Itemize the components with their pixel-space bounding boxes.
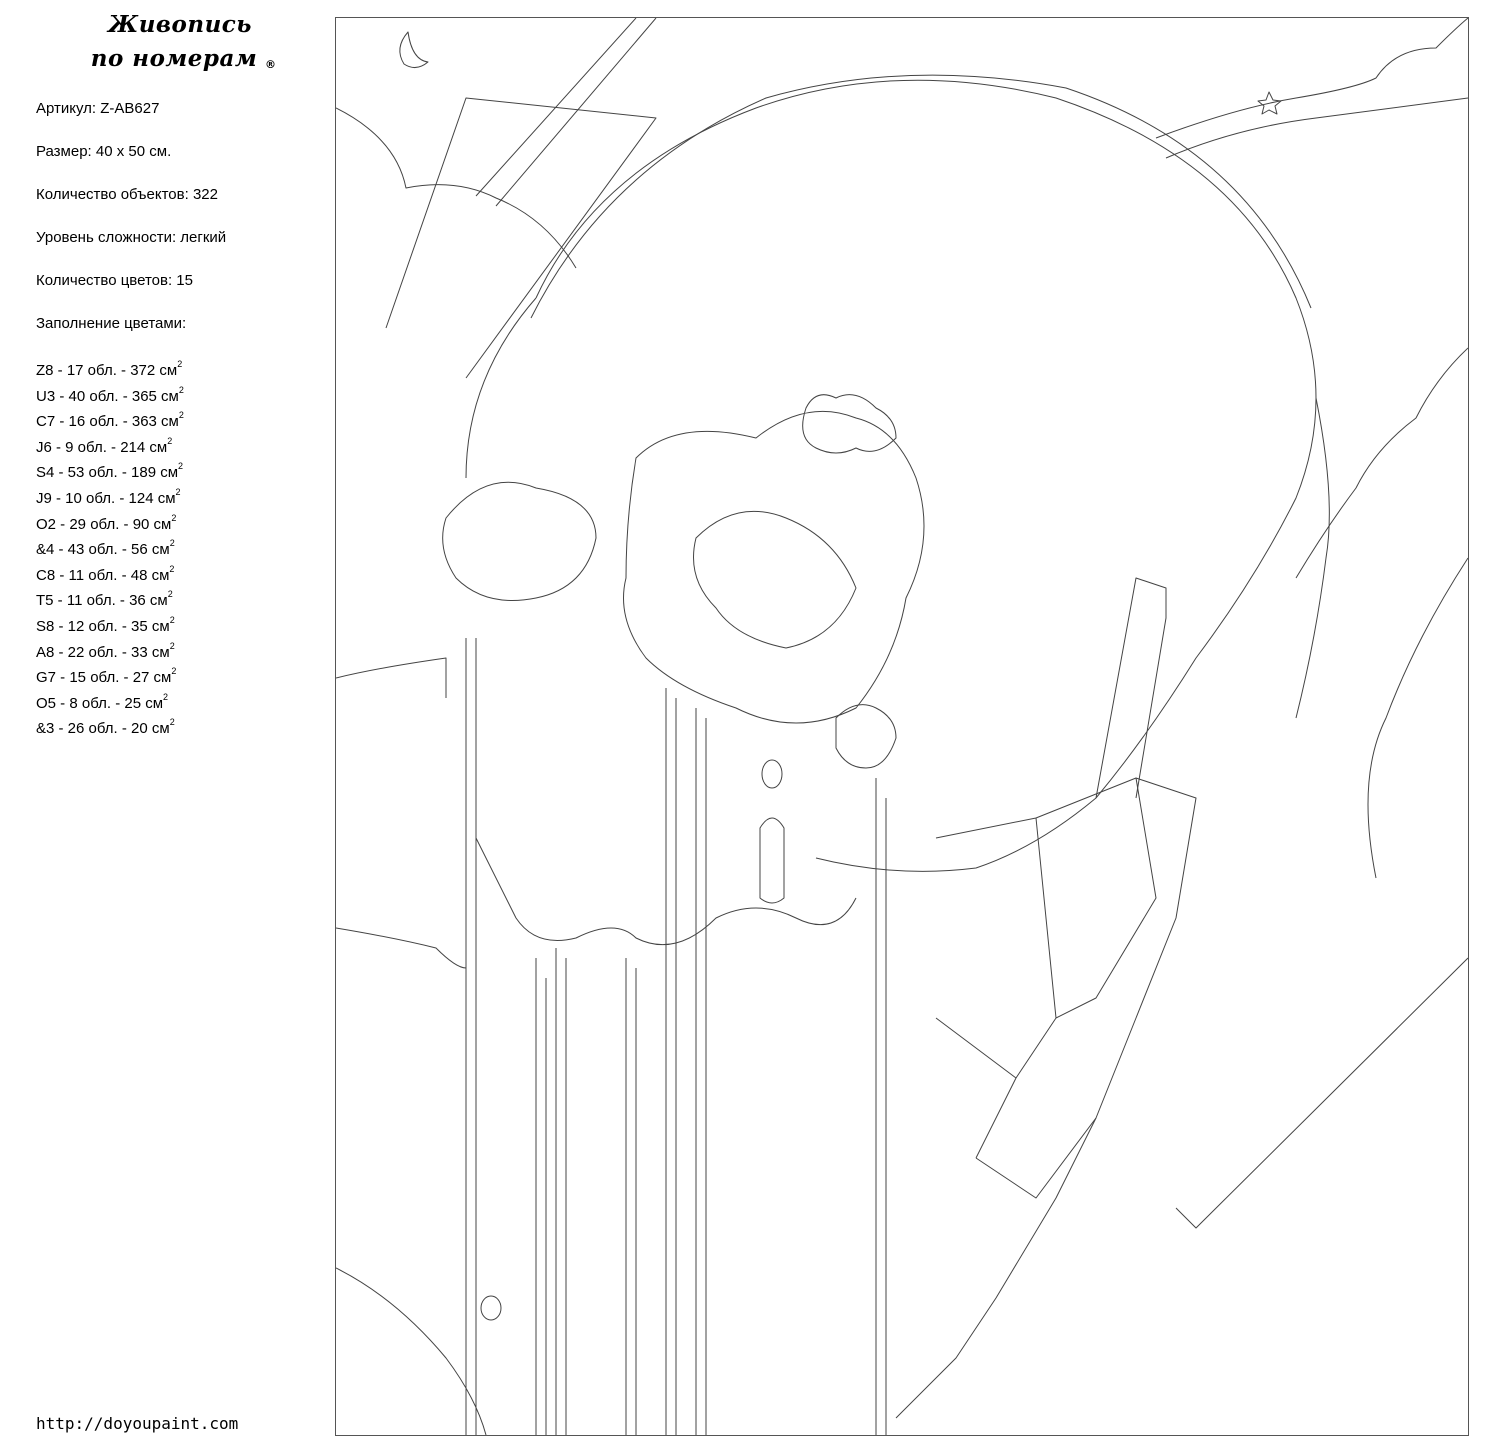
color-fill-item: S8 - 12 обл. - 35 $см^2$ <box>36 614 175 635</box>
skull-right-edge <box>1296 398 1329 718</box>
jaw-outline <box>896 778 1196 1418</box>
drip-1 <box>466 638 476 1435</box>
flower-center-petal <box>694 511 857 648</box>
flower-bud-bottom <box>836 705 896 768</box>
drip-4 <box>626 958 636 1435</box>
flower-left-outline <box>443 482 596 600</box>
coloring-outline-canvas <box>335 17 1469 1436</box>
hill-left-outline <box>336 108 576 268</box>
object-count: Количество объектов: 322 <box>36 186 218 203</box>
registered-mark: ® <box>265 58 277 71</box>
hill-right-line <box>1166 98 1468 158</box>
fill-list-title: Заполнение цветами: <box>36 315 187 332</box>
hill-right-lower <box>1368 558 1468 878</box>
horn-outline <box>1096 578 1166 798</box>
drip-3 <box>556 948 566 1435</box>
drip-5 <box>666 688 676 1435</box>
skull-outline-inner <box>531 75 1311 318</box>
skull-flowers-outline <box>336 18 1468 1435</box>
color-fill-item: S4 - 53 обл. - 189 $см^2$ <box>36 461 184 482</box>
brand-title <box>60 8 300 76</box>
skull-outline <box>536 80 1316 871</box>
color-fill-item: J9 - 10 обл. - 124 $см^2$ <box>36 486 181 507</box>
hill-left-mid <box>336 658 446 698</box>
moon-outline <box>400 32 428 68</box>
skull-left-outline <box>466 298 536 478</box>
canvas-size: Размер: 40 х 50 см. <box>36 143 172 160</box>
color-count: Количество цветов: 15 <box>36 272 193 289</box>
website-url[interactable]: http://doyoupaint.com <box>36 1414 239 1433</box>
oval-hole-2 <box>760 818 784 903</box>
ground-left-line <box>336 928 466 968</box>
beam-lines <box>476 18 656 206</box>
color-fill-item: G7 - 15 обл. - 27 $см^2$ <box>36 666 177 687</box>
color-fill-item: C8 - 11 обл. - 48 $см^2$ <box>36 563 175 584</box>
oval-hole-1 <box>762 760 782 788</box>
color-fill-item: J6 - 9 обл. - 214 $см^2$ <box>36 435 173 456</box>
flower-bud-top <box>803 395 896 453</box>
jaw-facets <box>976 778 1156 1158</box>
jaw-facets-lower <box>936 1018 1096 1198</box>
color-fill-item: &4 - 43 обл. - 56 $см^2$ <box>36 538 175 559</box>
drip-7 <box>876 778 886 1435</box>
oval-hole-3 <box>481 1296 501 1320</box>
color-fill-list <box>36 356 184 740</box>
hill-right-outline <box>1156 18 1468 138</box>
ground-left-curve <box>336 1268 486 1435</box>
color-fill-item: T5 - 11 обл. - 36 $см^2$ <box>36 589 173 610</box>
ground-right-line <box>1176 958 1468 1228</box>
difficulty-level: Уровень сложности: легкий <box>36 229 227 246</box>
beam-shape <box>386 98 656 378</box>
hill-right-slope <box>1296 348 1468 578</box>
color-fill-item: U3 - 40 обл. - 365 $см^2$ <box>36 384 184 405</box>
color-fill-item: C7 - 16 обл. - 363 $см^2$ <box>36 410 184 431</box>
color-fill-item: &3 - 26 обл. - 20 $см^2$ <box>36 717 175 738</box>
drip-6 <box>696 708 706 1435</box>
color-fill-item: O5 - 8 обл. - 25 $см^2$ <box>36 691 169 712</box>
drip-2 <box>536 958 546 1435</box>
color-fill-item: O2 - 29 обл. - 90 $см^2$ <box>36 512 177 533</box>
color-fill-item: A8 - 22 обл. - 33 $см^2$ <box>36 640 175 661</box>
flower-center-outline <box>624 411 925 723</box>
color-fill-item: Z8 - 17 обл. - 372 $см^2$ <box>36 359 183 379</box>
product-info <box>36 98 226 356</box>
article-number: Артикул: Z-AB627 <box>36 100 160 117</box>
brand-line-1: Живопись <box>108 11 252 38</box>
brand-line-2: по номерам <box>90 45 258 72</box>
